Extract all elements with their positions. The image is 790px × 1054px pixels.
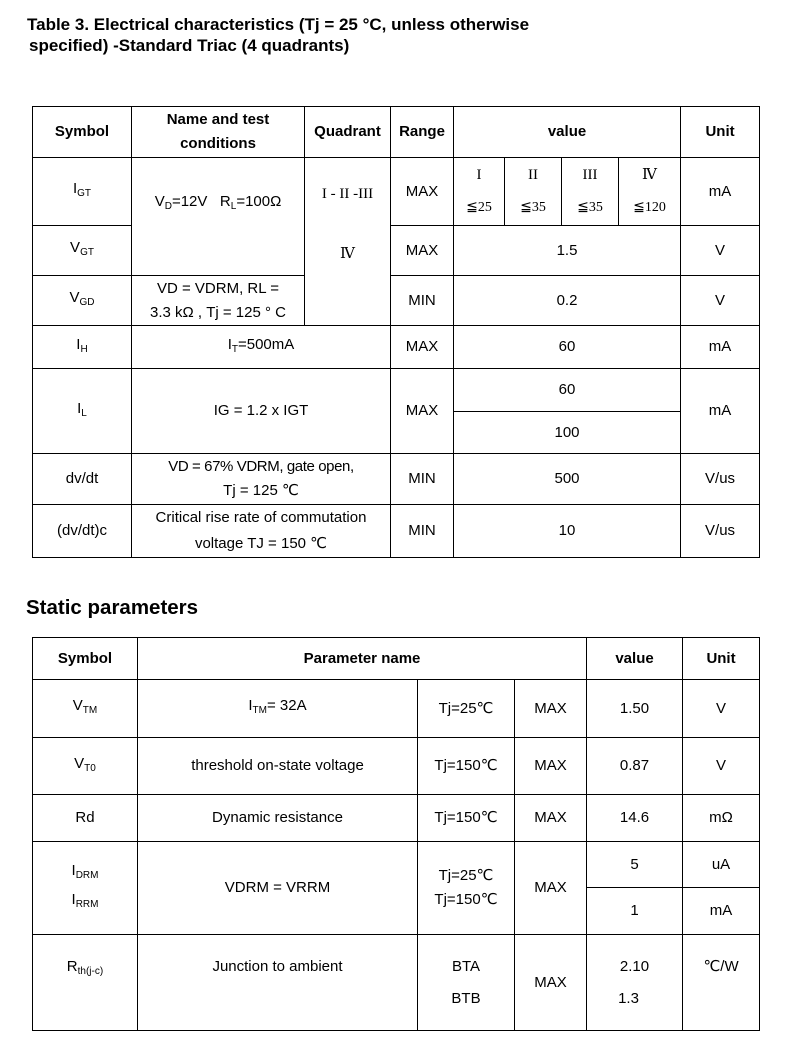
symbol-dvdtc: (dv/dt)c — [33, 505, 132, 558]
range-rth: MAX — [515, 935, 587, 1031]
table-caption — [27, 14, 767, 56]
unit-vgt: V — [681, 226, 760, 276]
quad-label: I — [454, 158, 505, 192]
row-rd — [33, 795, 760, 842]
col-header-parameter: Parameter name — [138, 638, 587, 680]
value-rd: 14.6 — [587, 795, 683, 842]
range-il: MAX — [391, 369, 454, 454]
tj-rd: Tj=150℃ — [418, 795, 515, 842]
col-header-unit: Unit — [683, 638, 760, 680]
condition-dvdtc — [132, 505, 391, 558]
symbol-dvdt: dv/dt — [33, 454, 132, 505]
row-vt0 — [33, 738, 760, 795]
symbol-vtm: $V_{TM}$ — [33, 680, 138, 738]
quad-value: ≦35 — [562, 192, 619, 226]
col-header-value: value — [587, 638, 683, 680]
value-idrm-1: 5 — [587, 842, 683, 888]
quad-label: II — [505, 158, 562, 192]
value-rth — [587, 935, 683, 1031]
static-parameters-heading: Static parameters — [26, 596, 199, 619]
range-vtm: MAX — [515, 680, 587, 738]
tj-idrm-1: Tj=25℃ — [438, 867, 494, 884]
row-dvdtc — [33, 505, 760, 558]
value-vgt: 1.5 — [454, 226, 681, 276]
quad-value: ≦120 — [619, 192, 681, 226]
range-vgt: MAX — [391, 226, 454, 276]
condition-dvdtc-line-2: voltage TJ = 150 ℃ — [194, 535, 328, 552]
symbol-rd: Rd — [33, 795, 138, 842]
type-rth — [418, 935, 515, 1031]
param-vtm: $I_{TM}= 32A$ — [138, 680, 418, 738]
row-il-top — [33, 369, 760, 412]
tj-vt0: Tj=150℃ — [418, 738, 515, 795]
quad-label: III — [562, 158, 619, 192]
symbol-idrm-irrm — [33, 842, 138, 935]
row-idrm-top — [33, 842, 760, 888]
quadrant-i-ii-iii: I - II -III — [321, 186, 374, 202]
col-header-name-line-2: conditions — [180, 135, 256, 152]
condition-dvdt-line-2: Tj = 125 ℃ — [223, 482, 299, 499]
caption-line-2: specified) -Standard Triac (4 quadrants) — [29, 36, 350, 55]
unit-igt: mA — [681, 158, 760, 226]
unit-idrm-2: mA — [683, 888, 760, 935]
value-rth-1: 2.10 — [619, 957, 650, 975]
value-idrm-2: 1 — [587, 888, 683, 935]
condition-dvdt — [132, 454, 391, 505]
tj-idrm-2: Tj=150℃ — [434, 891, 498, 908]
symbol-vt0: $V_{T0}$ — [33, 738, 138, 795]
unit-rd: mΩ — [683, 795, 760, 842]
col-header-name-line-1: Name and test — [166, 111, 270, 128]
condition-vgd — [132, 276, 305, 326]
row-rth — [33, 935, 760, 1031]
col-header-symbol: Symbol — [33, 638, 138, 680]
condition-il: IG = 1.2 x IGT — [132, 369, 391, 454]
range-vgd: MIN — [391, 276, 454, 326]
unit-dvdtc: V/us — [681, 505, 760, 558]
symbol-il: $I_L$ — [33, 369, 132, 454]
value-vt0: 0.87 — [587, 738, 683, 795]
unit-vt0: V — [683, 738, 760, 795]
range-dvdtc: MIN — [391, 505, 454, 558]
param-rth: Junction to ambient — [138, 935, 418, 1031]
row-igt-top — [33, 158, 760, 192]
value-il-2: 100 — [454, 412, 681, 454]
quad-label: Ⅳ — [619, 158, 681, 192]
col-header-unit: Unit — [681, 107, 760, 158]
unit-vtm: V — [683, 680, 760, 738]
col-header-name — [132, 107, 305, 158]
tj-idrm — [418, 842, 515, 935]
row-vgd — [33, 276, 760, 326]
range-igt: MAX — [391, 158, 454, 226]
col-header-range: Range — [391, 107, 454, 158]
row-dvdt — [33, 454, 760, 505]
col-header-value: value — [454, 107, 681, 158]
value-vtm: 1.50 — [587, 680, 683, 738]
caption-line-1: Table 3. Electrical characteristics (Tj = 25 °C, unless otherwise — [27, 15, 530, 34]
symbol-idrm: $I_{DRM}$ — [71, 862, 99, 881]
unit-il: mA — [681, 369, 760, 454]
condition-dvdt-line-1: VD = 67% VDRM, gate open, — [168, 458, 354, 475]
unit-dvdt: V/us — [681, 454, 760, 505]
value-dvdt: 500 — [454, 454, 681, 505]
symbol-vgt: $V_{GT}$ — [33, 226, 132, 276]
symbol-igt: $I_{GT}$ — [33, 158, 132, 226]
condition-ih: $I_T=500mA$ — [132, 326, 391, 369]
symbol-ih: $I_H$ — [33, 326, 132, 369]
electrical-characteristics-table — [32, 106, 760, 558]
param-vt0: threshold on-state voltage — [138, 738, 418, 795]
symbol-vgd: $V_{GD}$ — [33, 276, 132, 326]
unit-ih: mA — [681, 326, 760, 369]
unit-vgd: V — [681, 276, 760, 326]
tj-vtm: Tj=25℃ — [418, 680, 515, 738]
condition-vgd-line-1: VD = VDRM, RL = — [157, 279, 279, 297]
type-rth-1: BTA — [451, 957, 481, 975]
unit-rth: ℃/W — [683, 935, 760, 1031]
value-il-1: 60 — [454, 369, 681, 412]
quad-value: ≦35 — [505, 192, 562, 226]
col-header-quadrant: Quadrant — [305, 107, 391, 158]
range-vt0: MAX — [515, 738, 587, 795]
condition-dvdtc-line-1: Critical rise rate of commutation — [155, 509, 367, 526]
range-rd: MAX — [515, 795, 587, 842]
quadrant-cell — [305, 158, 391, 326]
value-rth-2: 1.3 — [618, 989, 639, 1007]
row-vtm — [33, 680, 760, 738]
value-vgd: 0.2 — [454, 276, 681, 326]
param-rd: Dynamic resistance — [138, 795, 418, 842]
row-ih — [33, 326, 760, 369]
range-dvdt: MIN — [391, 454, 454, 505]
value-ih: 60 — [454, 326, 681, 369]
range-idrm: MAX — [515, 842, 587, 935]
header-row — [33, 638, 760, 680]
symbol-irrm: $I_{RRM}$ — [71, 891, 99, 910]
range-ih: MAX — [391, 326, 454, 369]
col-header-symbol: Symbol — [33, 107, 132, 158]
symbol-rth: $R_{th(j-c)}$ — [33, 935, 138, 1031]
condition-igt: $V_D=12V$ $R_L=100\Omega$ — [132, 158, 305, 276]
quadrant-iv: Ⅳ — [340, 246, 355, 262]
header-row — [33, 107, 760, 158]
param-idrm: VDRM = VRRM — [138, 842, 418, 935]
value-dvdtc: 10 — [454, 505, 681, 558]
static-parameters-table — [32, 637, 760, 1031]
unit-idrm-1: uA — [683, 842, 760, 888]
type-rth-2: BTB — [451, 989, 481, 1007]
quad-value: ≦25 — [454, 192, 505, 226]
condition-vgd-line-2: 3.3 kΩ , Tj = 125 ° C — [149, 303, 287, 321]
